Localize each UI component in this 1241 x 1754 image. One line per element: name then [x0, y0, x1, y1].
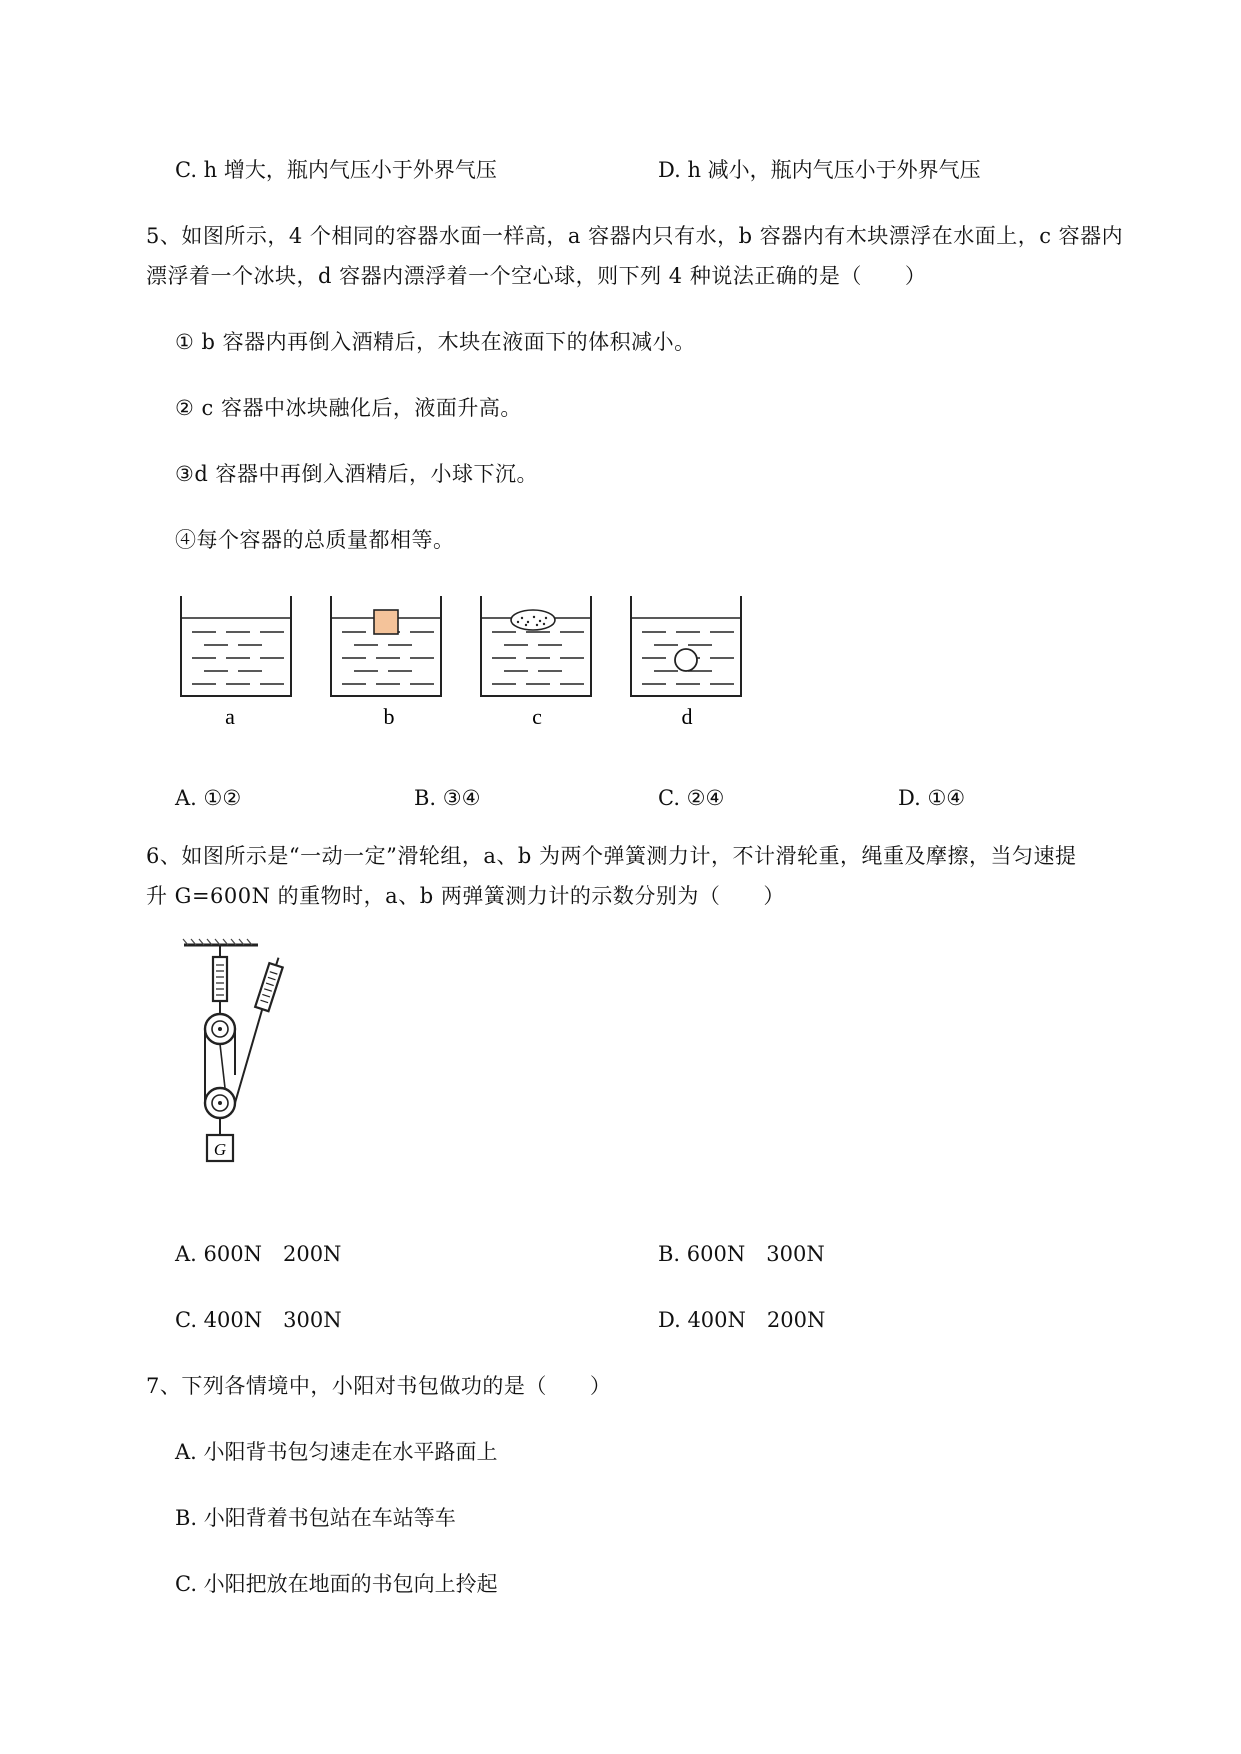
wood-block: [374, 610, 398, 634]
label-a: a: [225, 704, 235, 729]
spring-scale-b: [255, 956, 285, 1012]
q5-stem-line1: 5、如图所示，4 个相同的容器水面一样高，a 容器内只有水，b 容器内有木块漂浮在水面上，c 容器内: [146, 224, 1124, 248]
ice-cube: [511, 610, 555, 630]
q6-option-b: B. 600N 300N: [658, 1242, 825, 1266]
q5-option-b: B. ③④: [414, 786, 481, 810]
label-d: d: [681, 704, 693, 729]
container-d: [631, 596, 741, 696]
q7-option-c: C. 小阳把放在地面的书包向上拎起: [175, 1572, 498, 1596]
q6-option-a: A. 600N 200N: [175, 1242, 342, 1266]
q6-option-d: D. 400N 200N: [658, 1308, 826, 1332]
q6-pulley-figure: [170, 935, 310, 1185]
container-b: [331, 596, 441, 696]
q5-statement-1: ① b 容器内再倒入酒精后，木块在液面下的体积减小。: [175, 330, 696, 354]
container-a: [181, 596, 291, 696]
q6-option-c: C. 400N 300N: [175, 1308, 342, 1332]
q6-stem-line1: 6、如图所示是“一动一定”滑轮组，a、b 为两个弹簧测力计，不计滑轮重，绳重及摩擦，当匀速提: [146, 844, 1077, 868]
q7-stem: 7、下列各情境中，小阳对书包做功的是（ ）: [146, 1374, 612, 1398]
weight-label: G: [213, 1140, 227, 1159]
q5-stem-line2: 漂浮着一个冰块，d 容器内漂浮着一个空心球，则下列 4 种说法正确的是（ ）: [146, 264, 927, 288]
q6-stem-line2: 升 G=600N 的重物时，a、b 两弹簧测力计的示数分别为（ ）: [146, 884, 785, 908]
q4-option-d: D. h 减小，瓶内气压小于外界气压: [658, 158, 981, 182]
label-c: c: [532, 704, 542, 729]
q5-statement-3: ③d 容器中再倒入酒精后，小球下沉。: [175, 462, 538, 486]
q5-option-c: C. ②④: [658, 786, 725, 810]
q5-statement-4: ④每个容器的总质量都相等。: [175, 528, 455, 552]
q7-option-a: A. 小阳背书包匀速走在水平路面上: [175, 1440, 498, 1464]
q5-statement-2: ② c 容器中冰块融化后，液面升高。: [175, 396, 522, 420]
hollow-ball: [675, 649, 697, 671]
label-b: b: [383, 704, 395, 729]
q4-option-c: C. h 增大，瓶内气压小于外界气压: [175, 158, 497, 182]
q5-option-a: A. ①②: [175, 786, 242, 810]
container-c: [481, 596, 591, 696]
q7-option-b: B. 小阳背着书包站在车站等车: [175, 1506, 456, 1530]
q5-option-d: D. ①④: [898, 786, 966, 810]
q5-containers-figure: [170, 590, 770, 740]
